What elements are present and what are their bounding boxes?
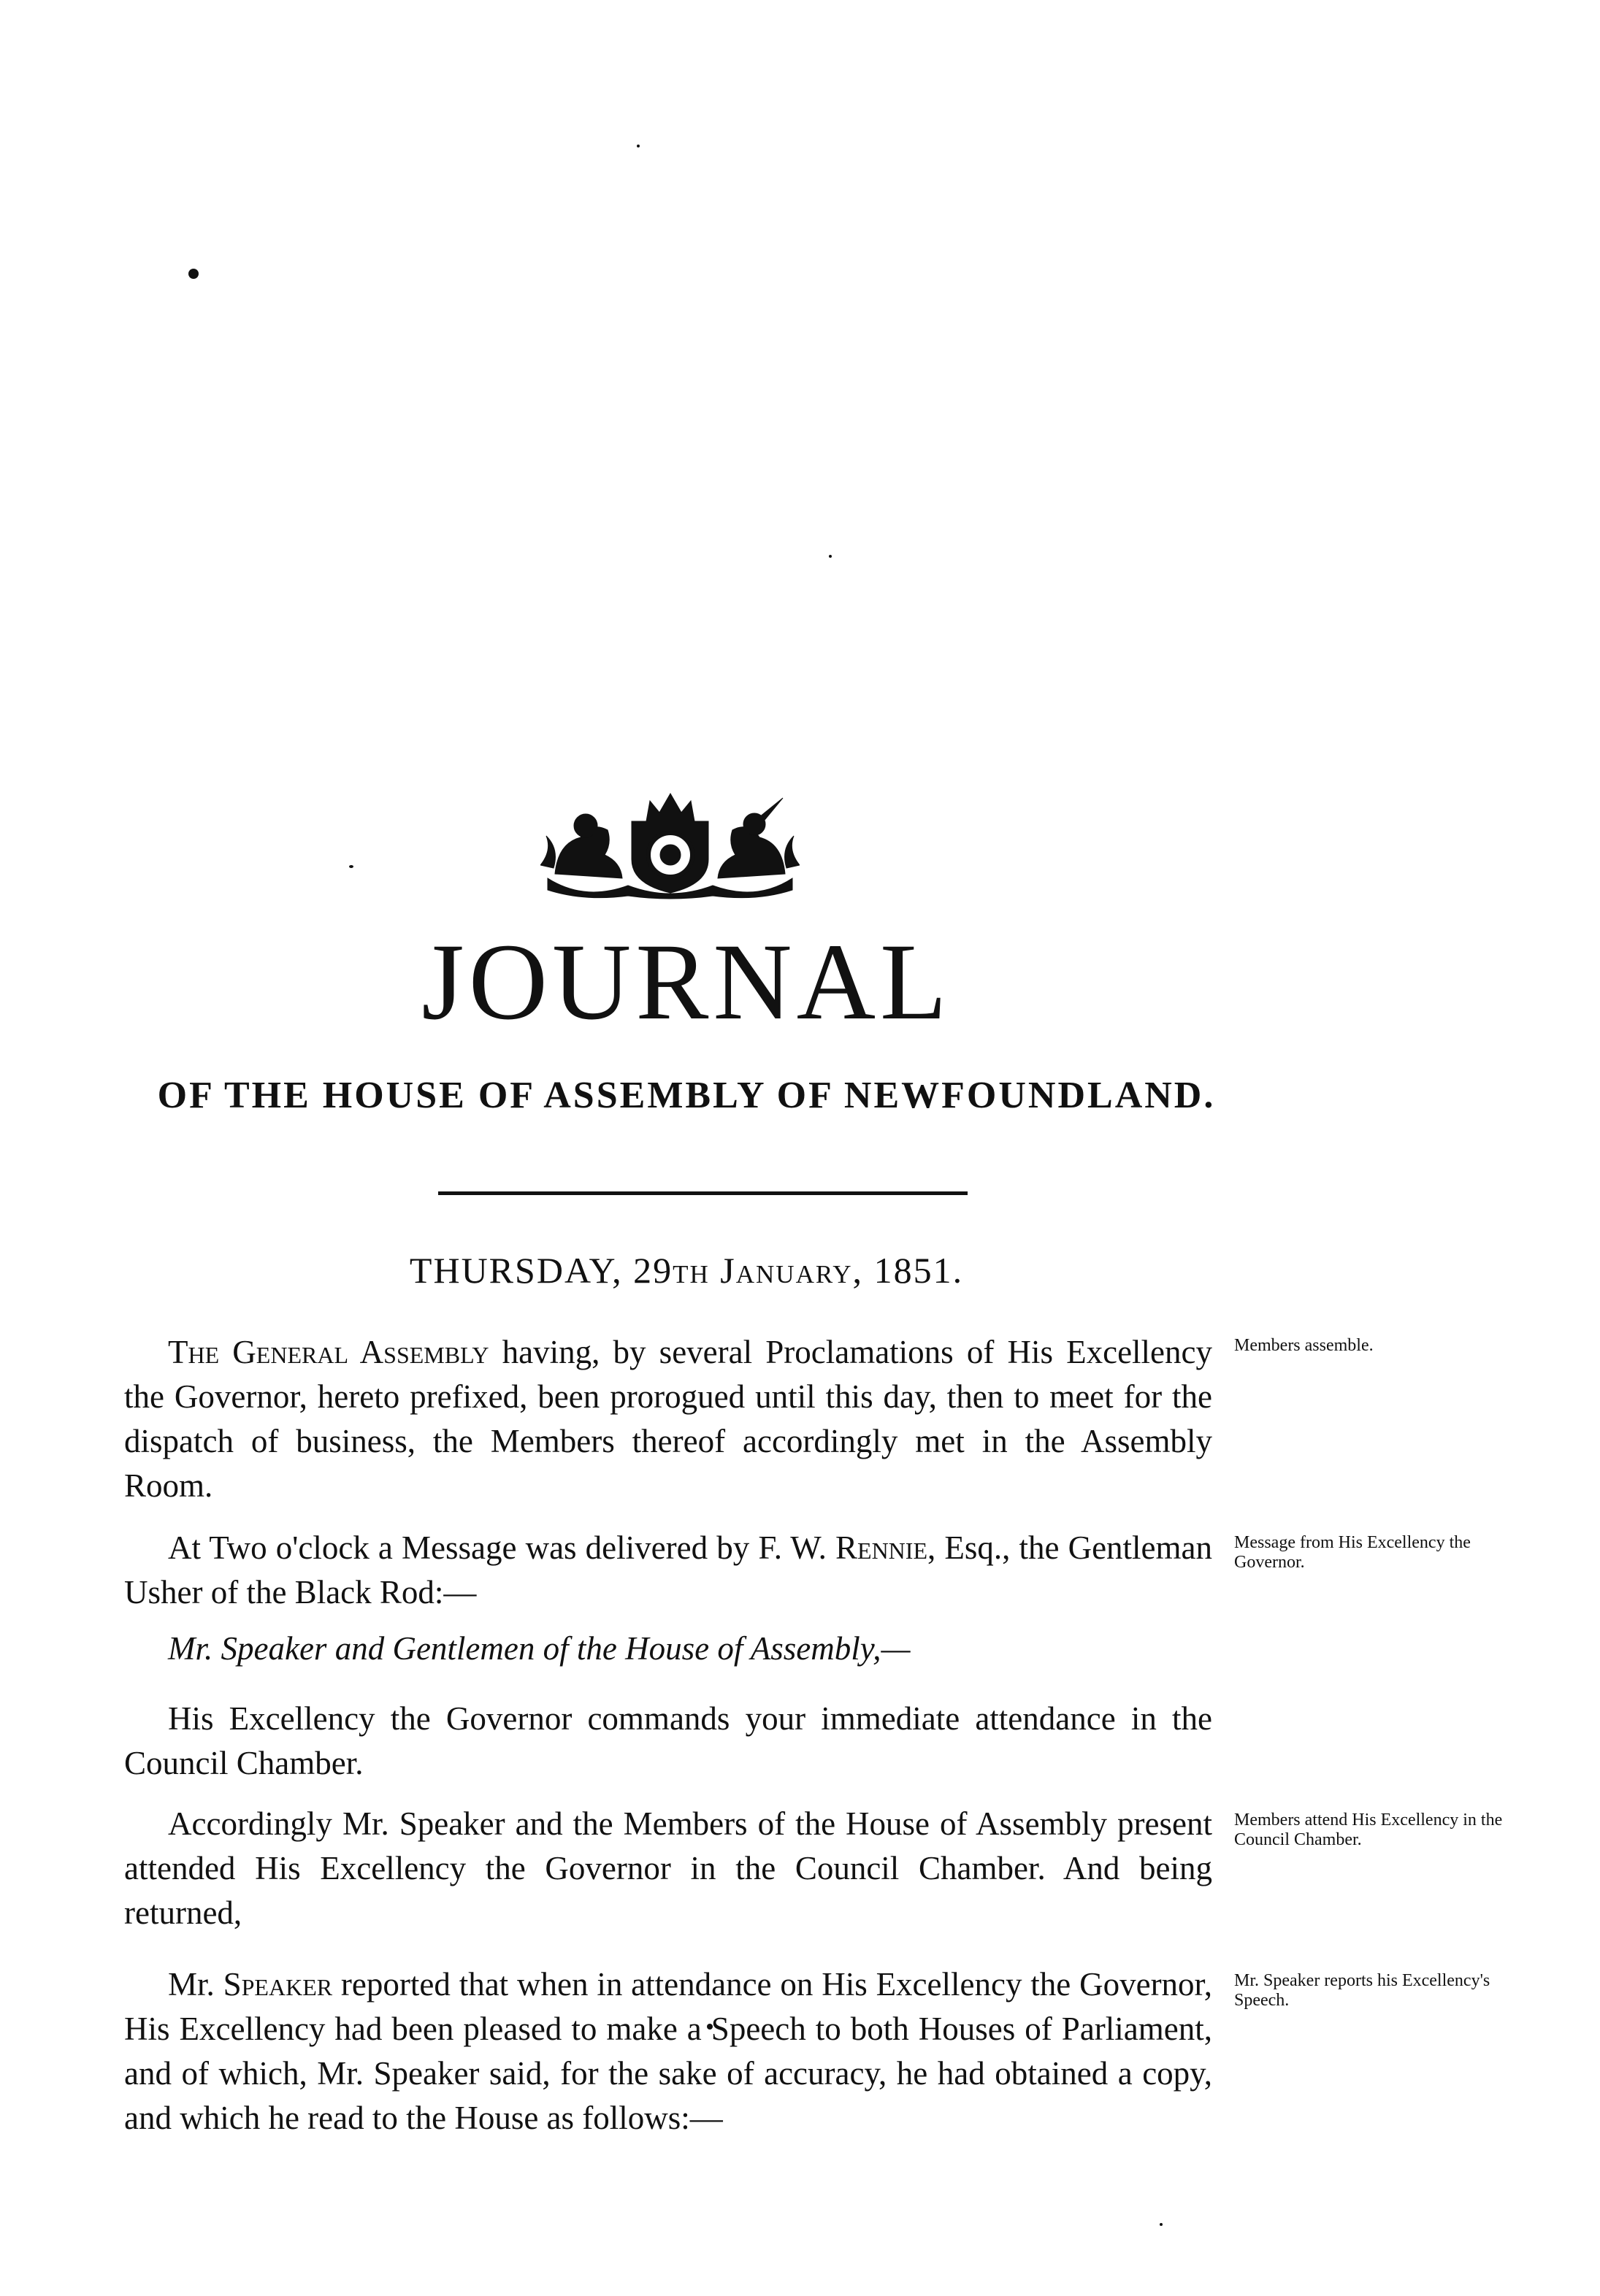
margin-note-members-assemble: Members assemble.	[1234, 1336, 1374, 1355]
royal-crest-icon	[540, 792, 800, 902]
paragraph-members-attended	[124, 1802, 1212, 1935]
date-weekday: THURSDAY,	[409, 1250, 623, 1291]
speck-mark	[349, 865, 353, 868]
usher-name: Rennie	[835, 1529, 927, 1566]
margin-note-message: Message from His Excellency the Governor.	[1234, 1533, 1471, 1572]
speck-mark	[1160, 2223, 1163, 2226]
date-year: 1851.	[873, 1250, 964, 1291]
session-date	[0, 1252, 1373, 1289]
journal-subtitle: OF THE HOUSE OF ASSEMBLY OF NEWFOUNDLAND.	[157, 1075, 1216, 1116]
paragraph-text: His Excellency the Governor commands your immediate attendance in the Council Chamber.	[124, 1700, 1212, 1781]
paragraph-command	[124, 1697, 1212, 1786]
speck-mark	[188, 269, 199, 279]
paragraph-text: Mr.	[168, 1966, 223, 2003]
speaker-name: Speaker	[223, 1966, 333, 2003]
journal-title: JOURNAL	[421, 921, 952, 1043]
speck-mark	[637, 145, 640, 147]
paragraph-text: Mr. Speaker and Gentlemen of the House of Assembly,—	[168, 1630, 911, 1667]
paragraph-text: reported that when in attendance on His Excellency the Governor, His Excellency had been pleased to make a Speech to both Houses of Parliament, and of which, Mr. Speaker said, for the sake of accuracy, he had obtained a copy, and which he read to the House as follows:—	[124, 1966, 1212, 2136]
date-day: 29th	[633, 1250, 710, 1291]
paragraph-text: , Esq., the Gentleman Usher of the Black Rod:—	[124, 1529, 1212, 1610]
date-month: January,	[720, 1250, 864, 1291]
divider-rule	[438, 1191, 968, 1195]
paragraph-address	[124, 1627, 1212, 1671]
paragraph-speaker-reports	[124, 1962, 1212, 2140]
margin-note-members-attend: Members attend His Excellency in the Council Chamber.	[1234, 1811, 1503, 1849]
speck-mark	[829, 555, 832, 558]
paragraph-text: Accordingly Mr. Speaker and the Members of the House of Assembly present attended His Excellency the Governor in the Council Chamber. And being returned,	[124, 1805, 1212, 1931]
paragraph-message-delivered	[124, 1526, 1212, 1615]
paragraph-text: At Two o'clock a Message was delivered by F. W.	[168, 1529, 836, 1566]
margin-note-speaker-reports: Mr. Speaker reports his Excellency's Speech.	[1234, 1971, 1490, 2010]
paragraph-assembly-met	[124, 1330, 1212, 1508]
lead-words: The General Assembly	[168, 1334, 489, 1370]
paragraph-text: having, by several Proclamations of His Excellency the Governor, hereto prefixed, been prorogued until this day, then to meet for the dispatch of business, the Members thereof accordingly met in the Assembly Room.	[124, 1334, 1212, 1504]
